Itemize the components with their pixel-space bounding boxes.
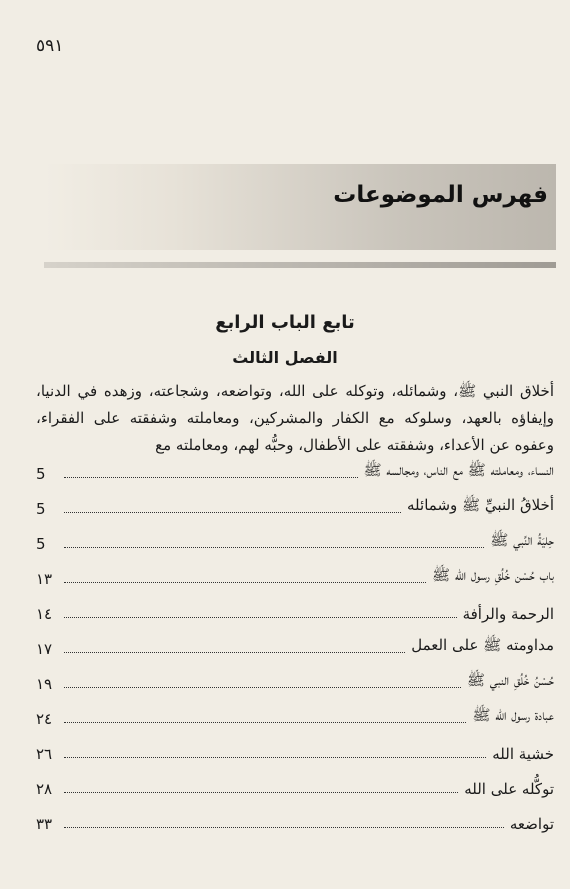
toc-entry-title: حُسْنُ خُلُقِ النبي ﷺ [466, 671, 554, 689]
page-number: ٥٩١ [36, 36, 64, 56]
toc-entry-page: ١٩ [36, 675, 53, 693]
toc-entry-page: 5 [36, 500, 46, 518]
page-title: فهرس الموضوعات [333, 182, 548, 208]
toc-leader-dots [64, 511, 401, 513]
toc-entry-title: عبادة رسول الله ﷺ [472, 706, 554, 724]
toc-leader-dots [64, 721, 466, 723]
toc-entry-title: مداومته ﷺ على العمل [411, 636, 554, 654]
toc-leader-dots [64, 686, 461, 688]
toc-entry [36, 553, 554, 588]
toc-entry [36, 588, 554, 623]
toc-leader-dots [64, 826, 504, 828]
toc-leader-dots [64, 546, 484, 548]
table-of-contents [36, 378, 554, 833]
toc-entry [36, 658, 554, 693]
chapter-title: الفصل الثالث [232, 348, 338, 367]
toc-entry [36, 693, 554, 728]
toc-entry [36, 518, 554, 553]
toc-entry [36, 459, 554, 483]
toc-entry [36, 483, 554, 518]
toc-entry-title: خشية الله [492, 745, 554, 763]
header-divider [44, 262, 556, 268]
toc-entry-page: ٢٦ [36, 745, 53, 763]
toc-leader-dots [64, 476, 358, 478]
toc-leader-dots [64, 651, 405, 653]
toc-leader-dots [64, 791, 458, 793]
toc-intro-text: أخلاق النبي ﷺ، وشمائله، وتوكله على الله، وتواضعه، وشجاعته، وزهده في الدنيا، وإيفاؤه بالعهد، وسلوكه مع الكفار والمشركين، ومعاملته وشفقته على الفقراء، وعفوه عن الأعداء، وشفقته على الأطفال، وحبُّه لهم، ومعاملته مع [36, 382, 554, 454]
toc-entry-page: ٢٨ [36, 780, 53, 798]
toc-entry-title: أخلاقُ النبيِّ ﷺ وشمائله [407, 496, 554, 514]
toc-entry-title: باب حُسْن خُلُقِ رسول الله ﷺ [432, 566, 554, 584]
toc-entry-page: ٢٤ [36, 710, 53, 728]
toc-leader-dots [64, 756, 486, 758]
toc-entry-page: ١٤ [36, 605, 53, 623]
toc-entry-page: ١٣ [36, 570, 53, 588]
toc-entry-page: ١٧ [36, 640, 53, 658]
toc-entry-title: الرحمة والرأفة [462, 605, 554, 623]
toc-leader-dots [64, 581, 426, 583]
toc-entry-page: ٣٣ [36, 815, 53, 833]
toc-entry-title: توكُّله على الله [464, 780, 554, 798]
toc-entry-title: تواضعه [509, 815, 554, 833]
toc-entry [36, 763, 554, 798]
toc-entry-title: حِليَةُ النَّبي ﷺ [490, 531, 554, 549]
toc-entry [36, 798, 554, 833]
toc-entry-page: 5 [36, 535, 46, 553]
toc-entry [36, 728, 554, 763]
toc-entry [36, 623, 554, 658]
part-title: تابع الباب الرابع [215, 312, 355, 333]
toc-entry-page: 5 [36, 465, 46, 483]
toc-leader-dots [64, 616, 457, 618]
toc-entry-title: النساء، ومعاملته ﷺ مع الناس، ومجالسه ﷺ [363, 461, 554, 479]
